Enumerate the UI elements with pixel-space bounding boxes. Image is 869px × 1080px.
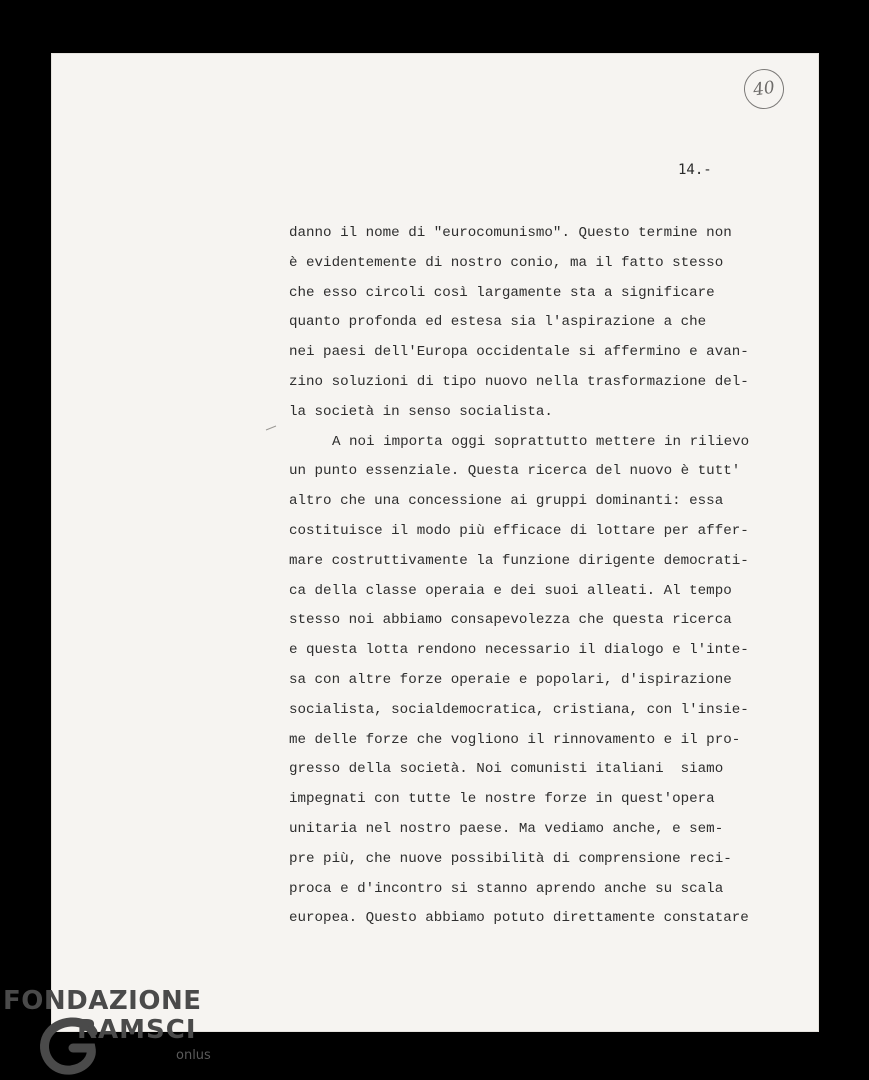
text-line: proca e d'incontro si stanno aprendo anche su scala — [289, 880, 724, 897]
text-line: mare costruttivamente la funzione dirigente democrati- — [289, 552, 749, 569]
typed-body-text — [289, 219, 749, 934]
watermark-line-2: RAMSCI — [77, 1015, 197, 1045]
text-line: pre più, che nuove possibilità di comprensione reci- — [289, 850, 732, 867]
pencil-mark-icon — [265, 425, 277, 431]
text-line: quanto profonda ed estesa sia l'aspirazione a che — [289, 314, 707, 331]
page-number: 14.- — [678, 162, 712, 178]
text-line: gresso della società. Noi comunisti italiani siamo — [289, 761, 724, 778]
text-line: e questa lotta rendono necessario il dialogo e l'inte- — [289, 642, 749, 659]
text-line: zino soluzioni di tipo nuovo nella trasformazione del- — [289, 373, 749, 390]
paragraph-start-line: A noi importa oggi soprattutto mettere in rilievo — [332, 433, 750, 450]
watermark-onlus: onlus — [176, 1048, 211, 1063]
text-line: danno il nome di "eurocomunismo". Questo termine non — [289, 225, 732, 241]
text-line: altro che una concessione ai gruppi dominanti: essa — [289, 493, 724, 510]
text-line: un punto essenziale. Questa ricerca del nuovo è tutt' — [289, 463, 741, 480]
text-line: europea. Questo abbiamo potuto direttamente constatare — [289, 910, 749, 927]
watermark-line-1: FONDAZIONE — [3, 986, 202, 1016]
archive-number: 40 — [751, 77, 777, 101]
text-line: impegnati con tutte le nostre forze in quest'opera — [289, 791, 715, 808]
text-line: me delle forze che vogliono il rinnovamento e il pro- — [289, 731, 741, 748]
text-line: unitaria nel nostro paese. Ma vediamo anche, e sem- — [289, 820, 724, 837]
text-line: nei paesi dell'Europa occidentale si affermino e avan- — [289, 344, 749, 361]
text-line: la società in senso socialista. — [289, 403, 553, 420]
text-line: sa con altre forze operaie e popolari, d'ispirazione — [289, 671, 732, 688]
text-line: costituisce il modo più efficace di lottare per affer- — [289, 522, 749, 539]
text-line: socialista, socialdemocratica, cristiana, con l'insie- — [289, 701, 749, 718]
typewritten-page — [51, 53, 819, 1032]
text-line: stesso noi abbiamo consapevolezza che questa ricerca — [289, 612, 732, 629]
archive-number-stamp — [741, 66, 786, 111]
fondazione-gramsci-watermark — [3, 986, 218, 1078]
text-line: ca della classe operaia e dei suoi alleati. Al tempo — [289, 582, 732, 599]
text-line: che esso circoli così largamente sta a significare — [289, 284, 715, 301]
text-line: è evidentemente di nostro conio, ma il fatto stesso — [289, 254, 724, 271]
